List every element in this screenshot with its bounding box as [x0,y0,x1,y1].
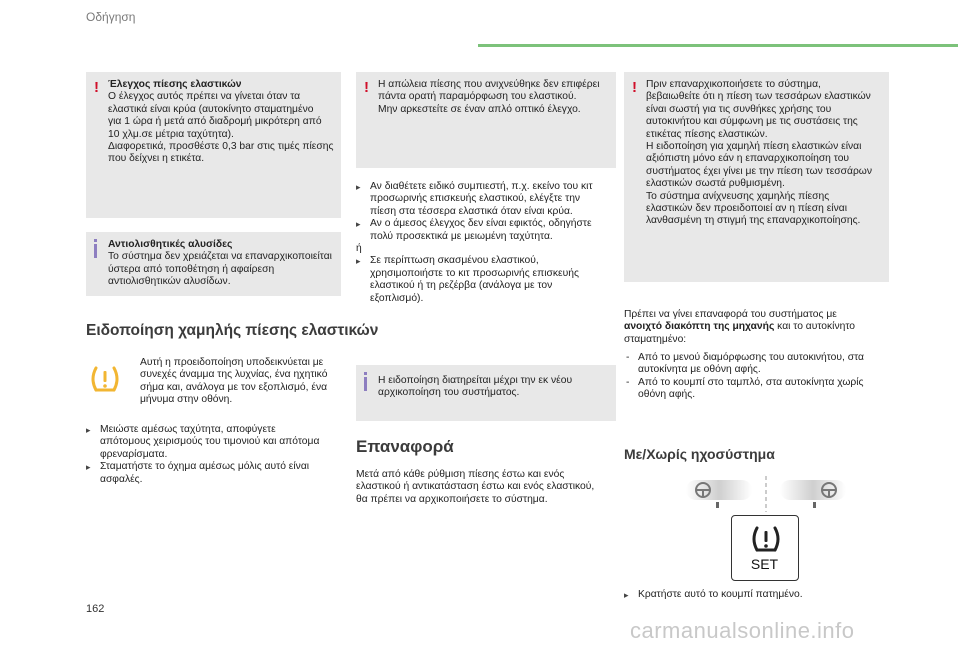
reset-body-line: θα πρέπει να αρχικοποιήσετε το σύστημα. [356,493,548,505]
list-item: - Από το μενού διαμόρφωσης του αυτοκινήτου, στα αυτοκίνητα με οθόνη αφής. [624,352,889,377]
warning-line: Η απώλεια πίεσης που ανιχνεύθηκε δεν επιφέρει [378,79,600,90]
before-reset-warning-box [624,72,889,282]
reset-body-line: ελαστικού ή αντικατάσταση έστω και ενός ελαστικού, [356,481,595,493]
tyre-pressure-check-warning-box [86,72,341,218]
page-number: 162 [86,603,105,615]
set-button-label: SET [750,556,779,572]
info-mark-icon [94,244,97,258]
info-line: Το σύστημα δεν χρειάζεται να επαναρχικοποιείται [108,251,332,263]
list-item: ▸ Κρατήστε αυτό το κουμπί πατημένο. [624,589,889,601]
warning-line: βεβαιωθείτε ότι η πίεση των τεσσάρων ελαστικών [646,91,871,103]
list-item: ▸ Αν διαθέτετε ειδικό συμπιεστή, π.χ. εκείνο του κιτ προσωρινής επισκευής ελαστικού, ελέγξτε την πίεση στα τέσσερα ελαστικά όταν είναι κρύα. [356,181,618,218]
warning-line: για 1 ώρα ή μετά από διαδρομή μικρότερη από [108,116,322,128]
ignition-on-text: ανοιχτό διακόπτη της μηχανής [624,321,775,333]
warning-line: Πριν επαναρχικοποιήσετε το σύστημα, [646,79,821,90]
reset-intro-line: ανοιχτό διακόπτη της μηχανής και το αυτοκίνητο [624,321,855,333]
info-line: αρχικοποίηση του συστήματος. [378,387,520,399]
tpms-set-icon [749,524,783,554]
list-item: ▸ Σε περίπτωση σκασμένου ελαστικού, χρησιμοποιήστε το κιτ προσωρινής επισκευής ελαστικού ή τη ρεζέρβα (ανάλογα με τον εξοπλισμό). [356,255,618,305]
warning-line: Μην αρκεστείτε σε έναν απλό οπτικό έλεγχο. [378,103,581,115]
info-box-title: Αντιολισθητικές αλυσίδες [108,239,233,250]
warning-line: λανθασμένη τη στιγμή της επαναρχικοποίησης. [646,215,861,227]
warning-box-title: Έλεγχος πίεσης ελαστικών [108,79,242,90]
warning-mark-icon: ! [364,79,369,96]
warning-line: Η ειδοποίηση για χαμηλή πίεση ελαστικών είναι [646,141,862,153]
alert-line: μήνυμα στην οθόνη. [140,394,233,406]
warning-line: που δείχνει η ετικέτα. [108,153,205,165]
list-item: ▸ Σταματήστε το όχημα αμέσως μόλις αυτό είναι ασφαλές. [86,461,346,486]
warning-line: ελαστικών σωστά ρυθμισμένη. [646,178,785,190]
info-line: Η ειδοποίηση διατηρείται μέχρι την εκ νέου [378,375,573,386]
warning-line: 10 χλμ.σε μέτρια ταχύτητα). [108,128,234,140]
audio-system-heading: Με/Χωρίς ηχοσύστημα [624,446,775,462]
warning-mark-icon: ! [94,79,99,96]
alert-line: σήμα και, ανάλογα με τον εξοπλισμό, ένα [140,381,328,393]
reset-body-line: Μετά από κάθε ρύθμιση πίεσης έστω και ενός [356,469,565,480]
reset-heading: Επαναφορά [356,437,454,456]
snow-chains-info-box [86,232,341,296]
header-accent-bar [478,44,958,47]
or-text: ή [356,243,362,255]
warning-line: είναι σωστή για τις συνθήκες χρήσης του [646,103,832,115]
warning-line: πάντα ορατή παραμόρφωση του ελαστικού. [378,91,577,103]
warning-mark-icon: ! [632,79,637,96]
warning-line: αυτοκινήτου και σύμφωνη με τις συστάσεις της [646,116,858,128]
watermark: carmanualsonline.info [630,618,855,643]
dashboard-illustration [686,476,846,512]
warning-line: ετικέτας πίεσης ελαστικών. [646,128,768,140]
tpms-warning-icon [88,362,122,396]
warning-line: Το σύστημα ανίχνευσης χαμηλής πίεσης [646,190,830,202]
list-item: - Από το κουμπί στο ταμπλό, στα αυτοκίνητα χωρίς οθόνη αφής. [624,377,889,402]
warning-line: Ο έλεγχος αυτός πρέπει να γίνεται όταν τα [108,91,301,103]
info-mark-icon [364,377,367,391]
info-line: αντιολισθητικών αλυσίδων. [108,276,231,288]
reset-intro-line: σταματημένο: [624,333,687,345]
warning-line: ελαστικών δεν προειδοποιεί αν η πίεση είναι [646,203,847,215]
alert-line: συνεχές άναμμα της λυχνίας, ένα ηχητικό [140,369,328,381]
section-header: Οδήγηση [86,10,136,24]
warning-line: ελαστικά είναι κρύα (αυτοκίνητο σταματημένο [108,103,314,115]
warning-line: Διαφορετικά, προσθέστε 0,3 bar στις τιμές πίεσης [108,141,334,153]
reset-intro-line: Πρέπει να γίνει επαναφορά του συστήματος με [624,309,837,320]
pressure-loss-warning-box [356,72,616,168]
low-pressure-alert-heading: Ειδοποίηση χαμηλής πίεσης ελαστικών [86,322,379,339]
tpms-set-button[interactable] [731,515,799,581]
alert-line: Αυτή η προειδοποίηση υποδεικνύεται με [140,357,324,368]
alert-persist-info-box [356,365,616,421]
info-line: ύστερα από τοποθέτηση ή αφαίρεση [108,263,275,275]
warning-line: αξιόπιστη μόνο εάν η επαναρχικοποίηση του [646,153,850,165]
warning-line: συστήματος έχει γίνει με την πίεση των τεσσάρων [646,165,872,177]
list-item: ▸ Μειώστε αμέσως ταχύτητα, αποφύγετε απότομους χειρισμούς του τιμονιού και απότομα φρεναρίσματα. [86,424,346,461]
list-item: ▸ Αν ο άμεσος έλεγχος δεν είναι εφικτός, οδηγήστε πολύ προσεκτικά με μειωμένη ταχύτητα. [356,218,618,243]
